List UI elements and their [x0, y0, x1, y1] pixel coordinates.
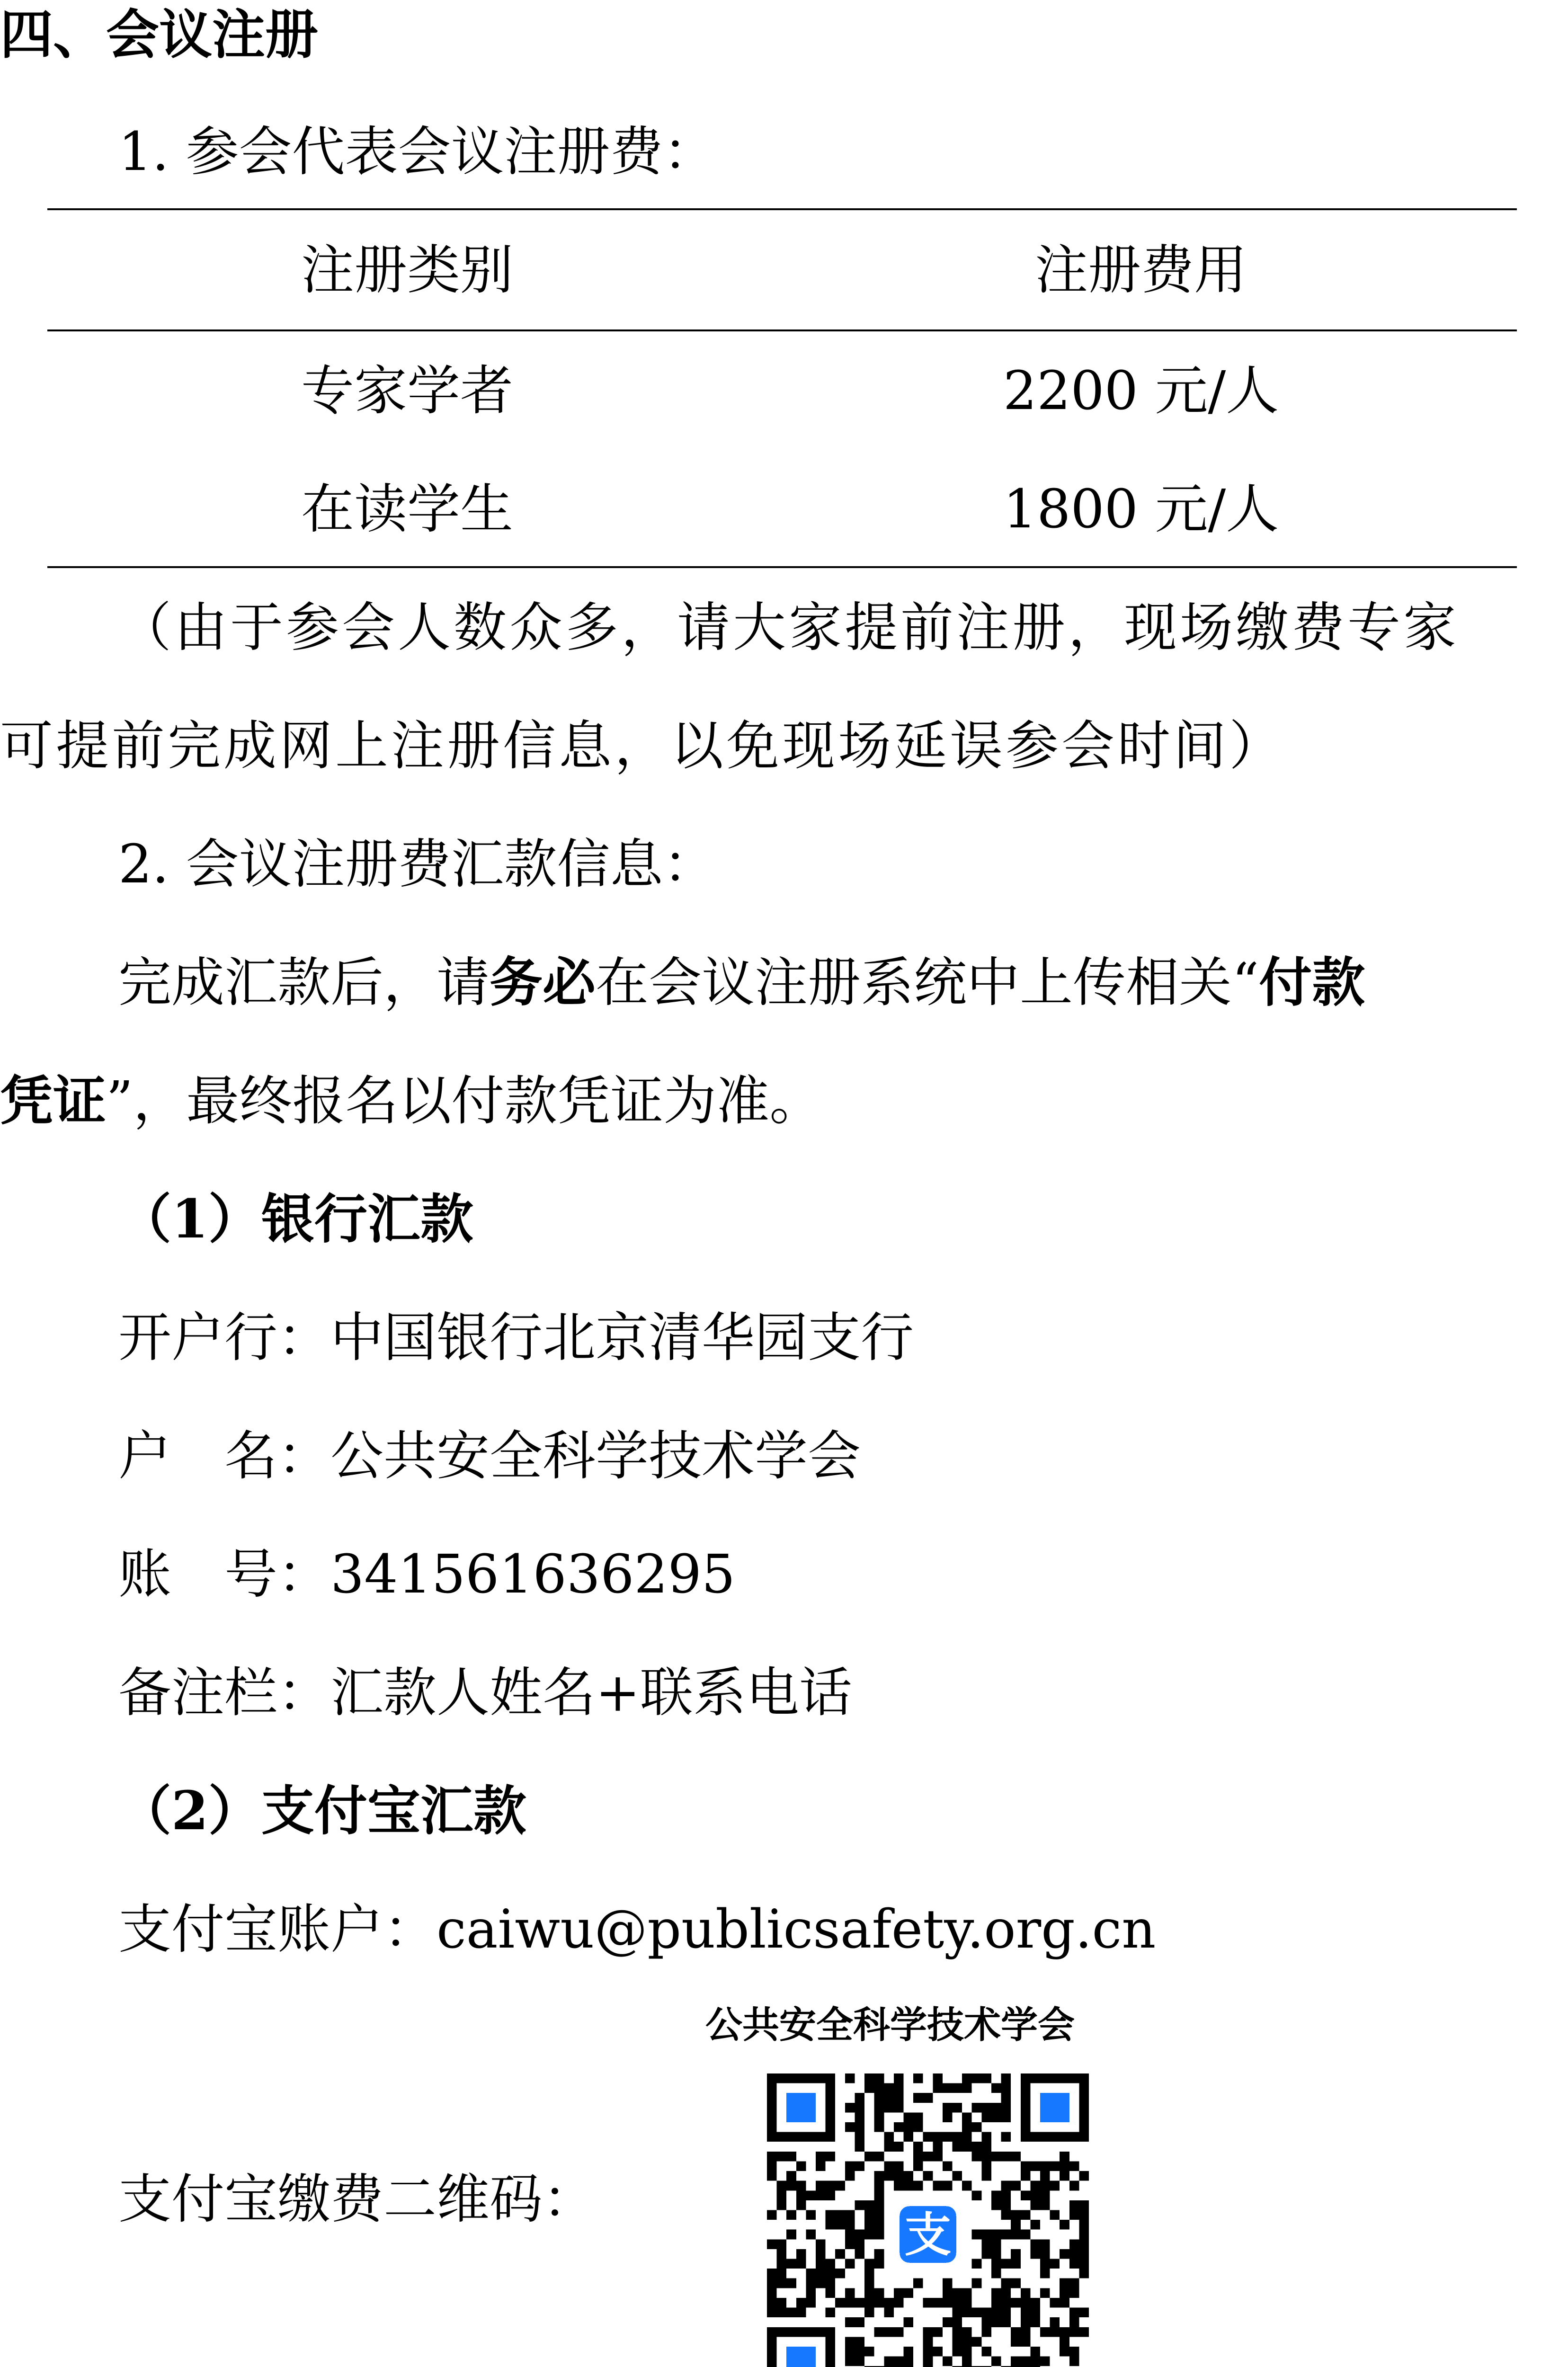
item2-label: 2. 会议注册费汇款信息：	[118, 834, 716, 895]
note-line-2: 可提前完成网上注册信息，以免现场延误参会时间）	[0, 715, 1285, 777]
emphasis-text: 付款	[1259, 952, 1365, 1014]
remit-text: 在会议注册系统中上传相关“	[596, 952, 1259, 1014]
table-header-category: 注册类别	[301, 240, 513, 301]
field-value: 公共安全科学技术学会	[330, 1425, 861, 1487]
remit-text: ”，最终报名以付款凭证为准。	[106, 1070, 823, 1132]
remit-line-1	[118, 952, 1365, 1014]
table-bottom-rule	[47, 566, 1517, 568]
bank-account-name	[118, 1425, 861, 1487]
table-cell-fee: 2200 元/人	[1003, 360, 1279, 422]
emphasis-text: 凭证	[0, 1070, 106, 1132]
note-line-1: （由于参会人数众多，请大家提前注册，现场缴费专家	[118, 597, 1459, 658]
alipay-account	[118, 1899, 1156, 1960]
emphasis-text: 务必	[490, 952, 596, 1014]
table-header-fee: 注册费用	[1035, 240, 1247, 301]
section-title: 四、会议注册	[0, 4, 318, 66]
table-top-rule	[47, 208, 1517, 210]
bank-heading: （1）银行汇款	[118, 1188, 473, 1250]
table-header-rule	[47, 329, 1517, 331]
bank-remark: 备注栏：汇款人姓名+联系电话	[118, 1662, 852, 1724]
qr-label: 支付宝缴费二维码：	[118, 2169, 596, 2230]
bank-branch: 开户行：中国银行北京清华园支行	[118, 1307, 914, 1369]
field-label: 户 名：	[118, 1425, 330, 1487]
field-label: 支付宝账户：	[118, 1899, 437, 1960]
qr-code-image	[767, 2073, 1089, 2367]
item1-label: 1. 参会代表会议注册费：	[118, 121, 716, 183]
remit-line-2	[0, 1070, 823, 1132]
table-cell-category: 专家学者	[301, 360, 513, 422]
alipay-qr-code	[767, 2073, 1089, 2367]
table-cell-category: 在读学生	[301, 479, 513, 540]
field-value: caiwu@publicsafety.org.cn	[437, 1899, 1156, 1960]
qr-caption: 公共安全科学技术学会	[705, 2004, 1075, 2047]
remit-text: 完成汇款后，请	[118, 952, 490, 1014]
field-label: 账 号：	[118, 1544, 330, 1605]
bank-account-number	[118, 1544, 736, 1605]
field-value: 341561636295	[330, 1544, 736, 1605]
alipay-heading: （2）支付宝汇款	[118, 1780, 526, 1842]
alipay-logo-glyph: 支	[904, 2208, 952, 2263]
table-cell-fee: 1800 元/人	[1003, 479, 1279, 540]
